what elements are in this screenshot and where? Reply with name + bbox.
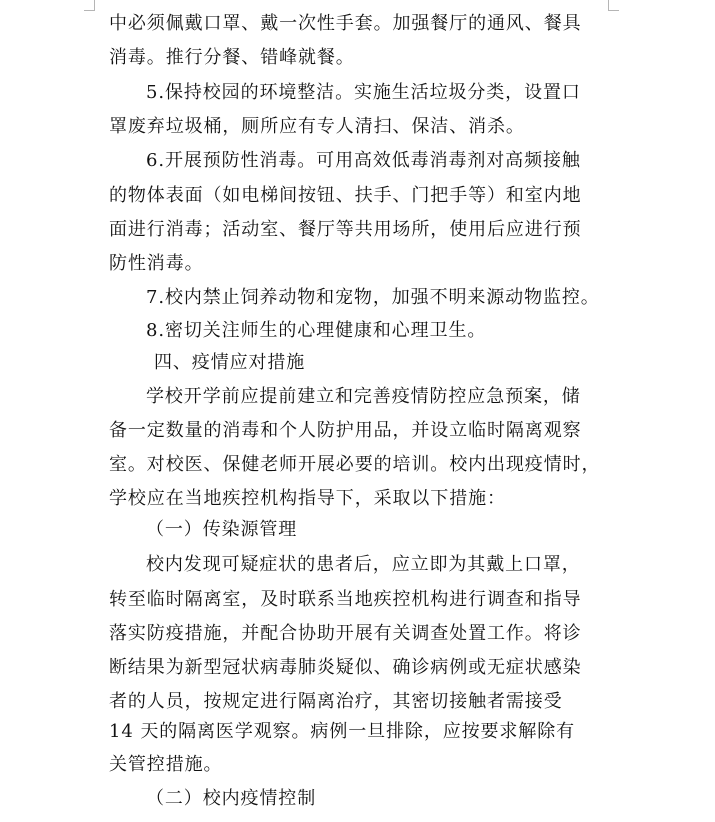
body-line-8: 防性消毒。: [109, 253, 204, 274]
list-item-7: 7.校内禁止饲养动物和宠物，加强不明来源动物监控。: [146, 287, 600, 308]
body-line-23: 关管控措施。: [109, 754, 223, 775]
body-line-13: 备一定数量的消毒和个人防护用品，并设立临时隔离观察: [109, 420, 582, 441]
subsection-heading-2: （二）校内疫情控制: [146, 788, 317, 809]
list-item-6: 6.开展预防性消毒。可用高效低毒消毒剂对高频接触: [146, 150, 581, 171]
body-line-1: 中必须佩戴口罩、戴一次性手套。加强餐厅的通风、餐具: [109, 13, 582, 34]
body-line-2: 消毒。推行分餐、错峰就餐。: [109, 47, 355, 68]
body-line-21: 者的人员，按规定进行隔离治疗，其密切接触者需接受: [109, 691, 563, 712]
body-line-22: 14 天的隔离医学观察。病例一旦排除，应按要求解除有: [109, 721, 576, 742]
section-heading-4: 四、疫情应对措施: [154, 352, 306, 373]
body-line-7: 面进行消毒；活动室、餐厅等共用场所，使用后应进行预: [109, 219, 582, 240]
body-line-14: 室。对校医、保健老师开展必要的培训。校内出现疫情时，: [109, 454, 601, 475]
body-line-17: 校内发现可疑症状的患者后，应立即为其戴上口罩，: [146, 554, 581, 575]
body-line-20: 断结果为新型冠状病毒肺炎疑似、确诊病例或无症状感染: [109, 657, 582, 678]
subsection-heading-1: （一）传染源管理: [146, 519, 298, 540]
body-line-6: 的物体表面（如电梯间按钮、扶手、门把手等）和室内地: [109, 185, 582, 206]
body-line-15: 学校应在当地疾控机构指导下，采取以下措施：: [109, 488, 506, 509]
list-item-8: 8.密切关注师生的心理健康和心理卫生。: [146, 320, 487, 341]
list-item-5: 5.保持校园的环境整洁。实施生活垃圾分类，设置口: [146, 82, 581, 103]
body-line-12: 学校开学前应提前建立和完善疫情防控应急预案，储: [146, 386, 581, 407]
page-corner-mark-right: [608, 0, 619, 11]
body-line-4: 罩废弃垃圾桶，厕所应有专人清扫、保洁、消杀。: [109, 116, 525, 137]
body-line-18: 转至临时隔离室，及时联系当地疾控机构进行调查和指导: [109, 589, 582, 610]
page-corner-mark-left: [84, 0, 95, 11]
body-line-19: 落实防疫措施，并配合协助开展有关调查处置工作。将诊: [109, 623, 582, 644]
